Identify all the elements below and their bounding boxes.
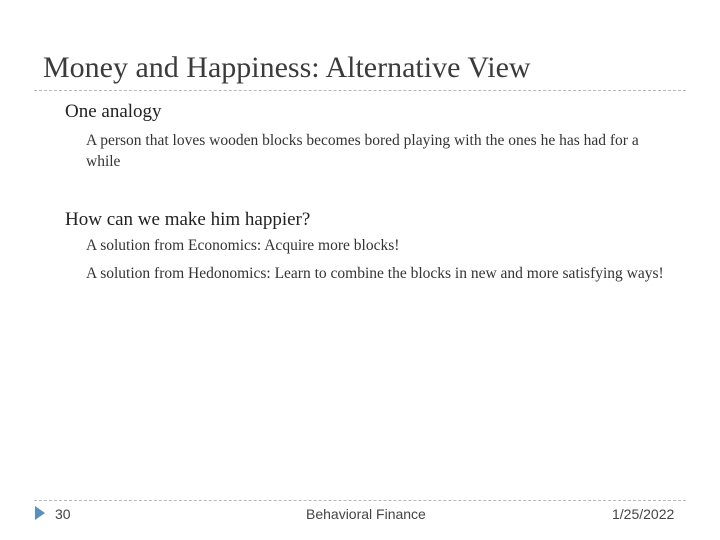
title-divider [34,90,686,91]
play-arrow-icon [35,506,45,520]
sub-bullet-text: A solution from Economics: Acquire more blocks! [86,237,400,254]
bullet-text: How can we make him happier? [65,209,311,230]
footer-title: Behavioral Finance [306,506,426,522]
sub-bullet-text: A solution from Hedonomics: Learn to combine the blocks in new and more satisfying ways! [86,265,664,282]
sub-bullet-text: A person that loves wooden blocks becomes bored playing with the ones he has had for a while [86,132,639,170]
bullet-text: One analogy [65,101,162,122]
page-number: 30 [55,506,71,522]
footer-date: 1/25/2022 [612,506,675,522]
slide-title: Money and Happiness: Alternative View [43,51,531,84]
footer-divider [34,500,686,501]
